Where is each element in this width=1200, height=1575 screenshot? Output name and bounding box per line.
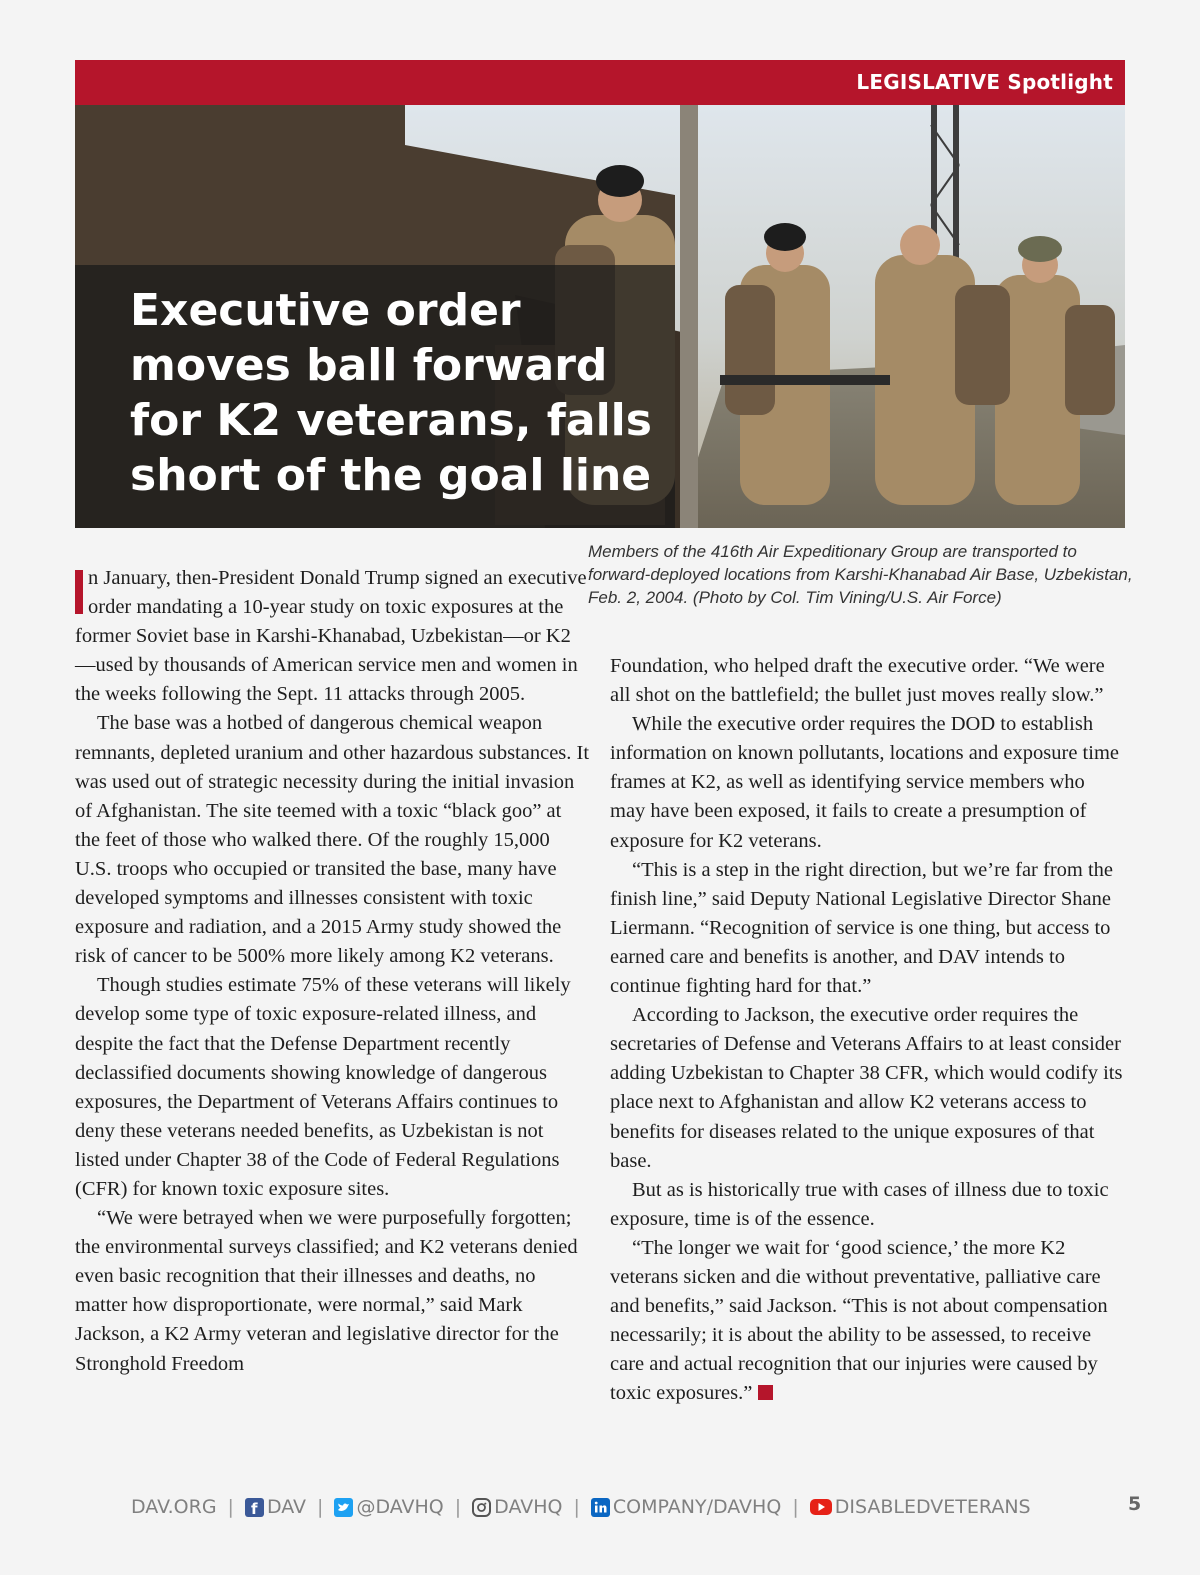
article-column-1 — [75, 564, 590, 1379]
section-label: LEGISLATIVE Spotlight — [856, 70, 1113, 94]
footer-separator: | — [317, 1496, 324, 1518]
facebook-icon — [245, 1498, 264, 1517]
section-band — [75, 60, 1125, 105]
twitter-icon — [334, 1498, 353, 1517]
footer-instagram-link[interactable]: DAVHQ — [494, 1496, 563, 1518]
footer-youtube-link[interactable]: DISABLEDVETERANS — [834, 1496, 1031, 1518]
linkedin-icon — [591, 1498, 610, 1517]
end-mark-icon — [758, 1385, 773, 1400]
footer-separator: | — [227, 1496, 234, 1518]
paragraph: Foundation, who helped draft the executive order. “We were all shot on the battlefield; the bullet just moves really slow.” — [610, 655, 1105, 707]
page-number: 5 — [1128, 1493, 1142, 1515]
title-overlay — [75, 265, 675, 528]
footer-site-link[interactable]: DAV.ORG — [131, 1496, 217, 1518]
svg-text:f: f — [250, 1499, 258, 1517]
paragraph: Though studies estimate 75% of these veterans will likely develop some type of toxic exposure-related illness, and despite the fact that the Defense Department recently declassified documents showing knowledge of dangerous exposures, the Department of Veterans Affairs continues to deny these veterans needed benefits, as Uzbekistan is not listed under Chapter 38 of the Code of Federal Regulations (CFR) for known toxic exposure sites. — [75, 974, 571, 1200]
paragraph: But as is historically true with cases of illness due to toxic exposure, time is of the essence. — [610, 1178, 1109, 1230]
page-footer — [131, 1492, 1031, 1522]
article-title: Executive order moves ball forward for K2 veterans, falls short of the goal line — [130, 285, 652, 501]
drop-cap-bar — [75, 570, 83, 614]
footer-linkedin-link[interactable]: COMPANY/DAVHQ — [612, 1496, 782, 1518]
footer-facebook-link[interactable]: DAV — [266, 1496, 307, 1518]
photo-caption: Members of the 416th Air Expeditionary Group are transported to forward-deployed locations from Karshi-Khanabad Air Base, Uzbekistan, Feb. 2, 2004. (Photo by Col. Tim Vining/U.S. Air Force) — [588, 542, 1133, 607]
paragraph: While the executive order requires the DOD to establish information on known pollutants, locations and exposure time frames at K2, as well as identifying service members who may have been exposed, it fails to create a presumption of exposure for K2 veterans. — [610, 713, 1119, 852]
paragraph: n January, then-President Donald Trump signed an executive order mandating a 10-year study on toxic exposures at the former Soviet base in Karshi-Khanabad, Uzbekistan—or K2—used by thousands of American service men and women in the weeks following the Sept. 11 attacks through 2005. — [75, 567, 587, 706]
hero-photo-block — [75, 60, 1125, 528]
article-column-2 — [610, 652, 1125, 1408]
footer-separator: | — [573, 1496, 580, 1518]
paragraph: “We were betrayed when we were purposefully forgotten; the environmental surveys classified; and K2 veterans denied even basic recognition that their illnesses and deaths, no matter how disproportionate, were normal,” said Mark Jackson, a K2 Army veteran and legislative director for the Stronghold Freedom — [75, 1207, 578, 1375]
paragraph: According to Jackson, the executive order requires the secretaries of Defense and Veterans Affairs to at least consider adding Uzbekistan to Chapter 38 CFR, which would codify its place next to Afghanistan and allow K2 veterans access to benefits for diseases related to the unique exposures of that base. — [610, 1004, 1123, 1172]
paragraph: The base was a hotbed of dangerous chemical weapon remnants, depleted uranium and other hazardous substances. It was used out of strategic necessity during the initial invasion of Afghanistan. The site teemed with a toxic “black goo” at the feet of those who walked there. Of the roughly 15,000 U.S. troops who occupied or transited the base, many have developed symptoms and illnesses consistent with toxic exposure and radiation, and a 2015 Army study showed the risk of cancer to be 500% more likely among K2 veterans. — [75, 712, 590, 968]
youtube-icon — [810, 1499, 832, 1515]
footer-twitter-link[interactable]: @DAVHQ — [356, 1496, 444, 1518]
footer-separator: | — [792, 1496, 799, 1518]
instagram-icon — [472, 1498, 491, 1517]
paragraph: “The longer we wait for ‘good science,’ the more K2 veterans sicken and die without preventative, palliative care and benefits,” said Jackson. “This is not about compensation necessarily; it is about the ability to be assessed, to receive care and actual recognition that our injuries were caused by toxic exposures.” — [610, 1236, 1108, 1405]
paragraph: “This is a step in the right direction, but we’re far from the finish line,” said Deputy National Legislative Director Shane Liermann. “Recognition of service is one thing, but access to earned care and benefits is another, and DAV intends to continue fighting hard for that.” — [610, 858, 1114, 998]
footer-separator: | — [454, 1496, 462, 1518]
